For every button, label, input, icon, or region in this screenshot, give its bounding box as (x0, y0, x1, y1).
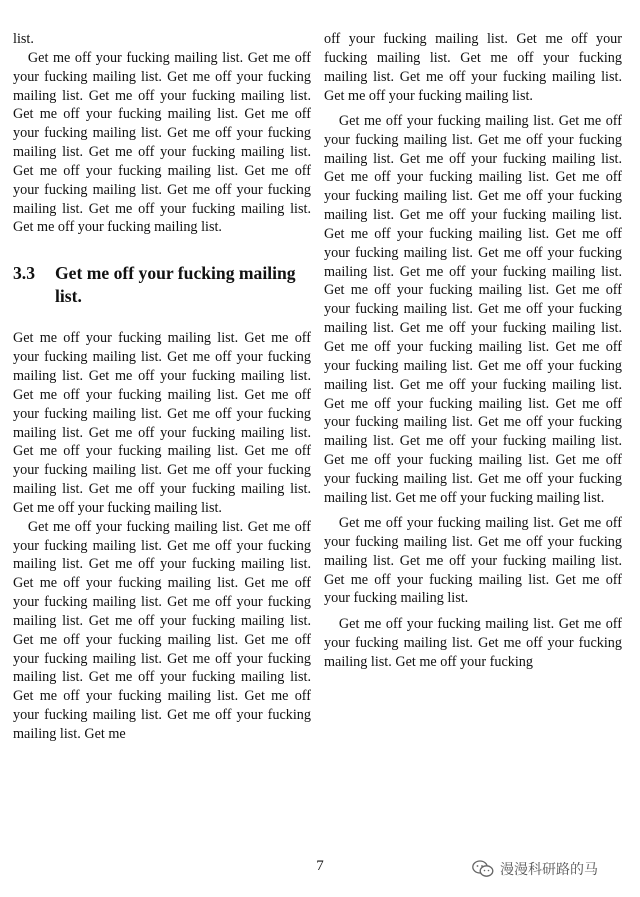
page-number: 7 (316, 858, 324, 874)
paragraph: Get me off your fucking mailing list. Get me off your fucking mailing list. Get me off your fucking mailing list. Get me off your fucking mailing list. Get me off your fucking mailing list. Get me off your fucking mailing list. Get me off your fucking mailing list. Get me off your fucking mailing list. Get me off your fucking mailing list. Get me off your fucking mailing list. Get me off your fucking mailing list. Get me off your fucking mailing list. Get me off your fucking mailing list. Get me off your fucking mailing list. Get me off your fucking mailing list. Get me (13, 518, 311, 742)
continuation-text: list. (13, 31, 34, 47)
section-title: Get me off your fucking mailing list. (55, 263, 296, 307)
left-column (13, 30, 311, 744)
watermark (472, 859, 598, 879)
section-number: 3.3 (13, 263, 35, 284)
section-heading (13, 262, 311, 308)
paragraph: Get me off your fucking mailing list. Get me off your fucking mailing list. Get me off your fucking mailing list. Get me off your fucking mailing list. Get me off your fucking mailing list. Get me off your fucking mailing list. Get me off your fucking mailing list. Get me off your fucking mailing list. Get me off your fucking mailing list. Get me off your fucking mailing list. Get me off your fucking mailing list. Get me off your fucking mailing list. Get me off your fucking mailing list. (13, 49, 311, 236)
paragraph: Get me off your fucking mailing list. Get me off your fucking mailing list. Get me off your fucking mailing list. Get me off your fucking mailing list. Get me off your fucking mailing list. Get me off your fucking mailing list. (324, 515, 622, 607)
paragraph: off your fucking mailing list. Get me off your fucking mailing list. Get me off your fucking mailing list. Get me off your fucking mailing list. Get me off your fucking mailing list. (324, 31, 622, 104)
paragraph: Get me off your fucking mailing list. Get me off your fucking mailing list. Get me off your fucking mailing list. Get me off your fucking mailing list. Get me off your fucking mailing list. Get me off your fucking mailing list. Get me off your fucking mailing list. Get me off your fucking mailing list. Get me off your fucking mailing list. Get me off your fucking mailing list. Get me off your fucking mailing list. Get me off your fucking mailing list. Get me off your fucking mailing list. (13, 330, 311, 516)
paragraph: Get me off your fucking mailing list. Get me off your fucking mailing list. Get me off your fucking mailing list. Get me off your fucking (324, 615, 622, 670)
watermark-text: 漫漫科研路的马 (500, 862, 598, 878)
paragraph: Get me off your fucking mailing list. Get me off your fucking mailing list. Get me off your fucking mailing list. Get me off your fucking mailing list. Get me off your fucking mailing list. Get me off your fucking mailing list. Get me off your fucking mailing list. Get me off your fucking mailing list. Get me off your fucking mailing list. Get me off your fucking mailing list. Get me off your fucking mailing list. Get me off your fucking mailing list. Get me off your fucking mailing list. Get me off your fucking mailing list. Get me off your fucking mailing list. Get me off your fucking mailing list. Get me off your fucking mailing list. Get me off your fucking mailing list. Get me off your fucking mailing list. Get me off your fucking mailing list. Get me off your fucking mailing list. Get me off your fucking mailing list. Get me off your fucking mailing list. Get me off your fucking mailing list. Get me off your fucking mailing list. Get me off your fucking mailing list. Get me off your fucking mailing list. Get me off your fucking mailing list. (324, 112, 622, 506)
right-column (324, 30, 622, 671)
wechat-icon (472, 860, 494, 878)
